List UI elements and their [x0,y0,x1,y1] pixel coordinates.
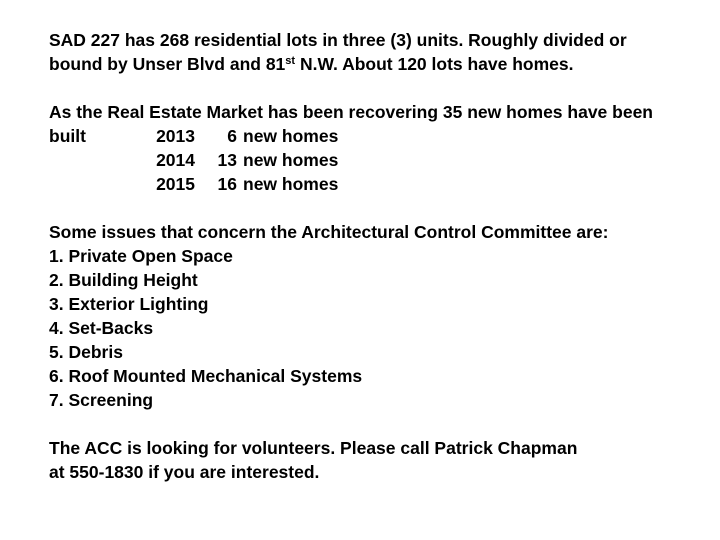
list-item: 3. Exterior Lighting [49,294,209,314]
list-item: 7. Screening [49,390,154,410]
built-label: built [49,126,86,146]
homes-row-2015 [49,172,709,196]
year-value: 2014 [156,150,195,170]
homes-row-2014 [49,148,709,172]
count-text: new homes [243,174,339,194]
intro-line-2 [49,52,709,76]
year-value: 2015 [156,174,195,194]
market-line-1: As the Real Estate Market has been recovering 35 new homes have been [49,102,653,122]
intro-line-2-end: N.W. About 120 lots have homes. [295,54,574,74]
issues-heading: Some issues that concern the Architectural Control Committee are: [49,222,609,242]
list-item: 5. Debris [49,342,123,362]
list-item: 4. Set-Backs [49,318,154,338]
list-item: 1. Private Open Space [49,246,233,266]
volunteers-line-1: The ACC is looking for volunteers. Please call Patrick Chapman [49,438,578,458]
count-value: 6 [227,126,237,146]
spacer [49,196,709,220]
year-value: 2013 [156,126,195,146]
count-text: new homes [243,150,339,170]
ordinal-superscript: st [285,55,296,67]
intro-line-2-start: bound by Unser Blvd and 81 [49,54,286,74]
market-paragraph [49,100,709,196]
count-value: 13 [217,150,237,170]
volunteers-paragraph [49,436,709,484]
count-text: new homes [243,126,339,146]
homes-row-2013 [49,124,709,148]
spacer [49,76,709,100]
intro-line-1: SAD 227 has 268 residential lots in three (3) units. Roughly divided or [49,30,627,50]
list-item: 6. Roof Mounted Mechanical Systems [49,366,363,386]
intro-paragraph [49,28,709,76]
document-body [49,28,709,484]
spacer [49,412,709,436]
list-item: 2. Building Height [49,270,198,290]
volunteers-line-2: at 550-1830 if you are interested. [49,462,320,482]
count-value: 16 [217,174,237,194]
issues-section [49,220,709,412]
